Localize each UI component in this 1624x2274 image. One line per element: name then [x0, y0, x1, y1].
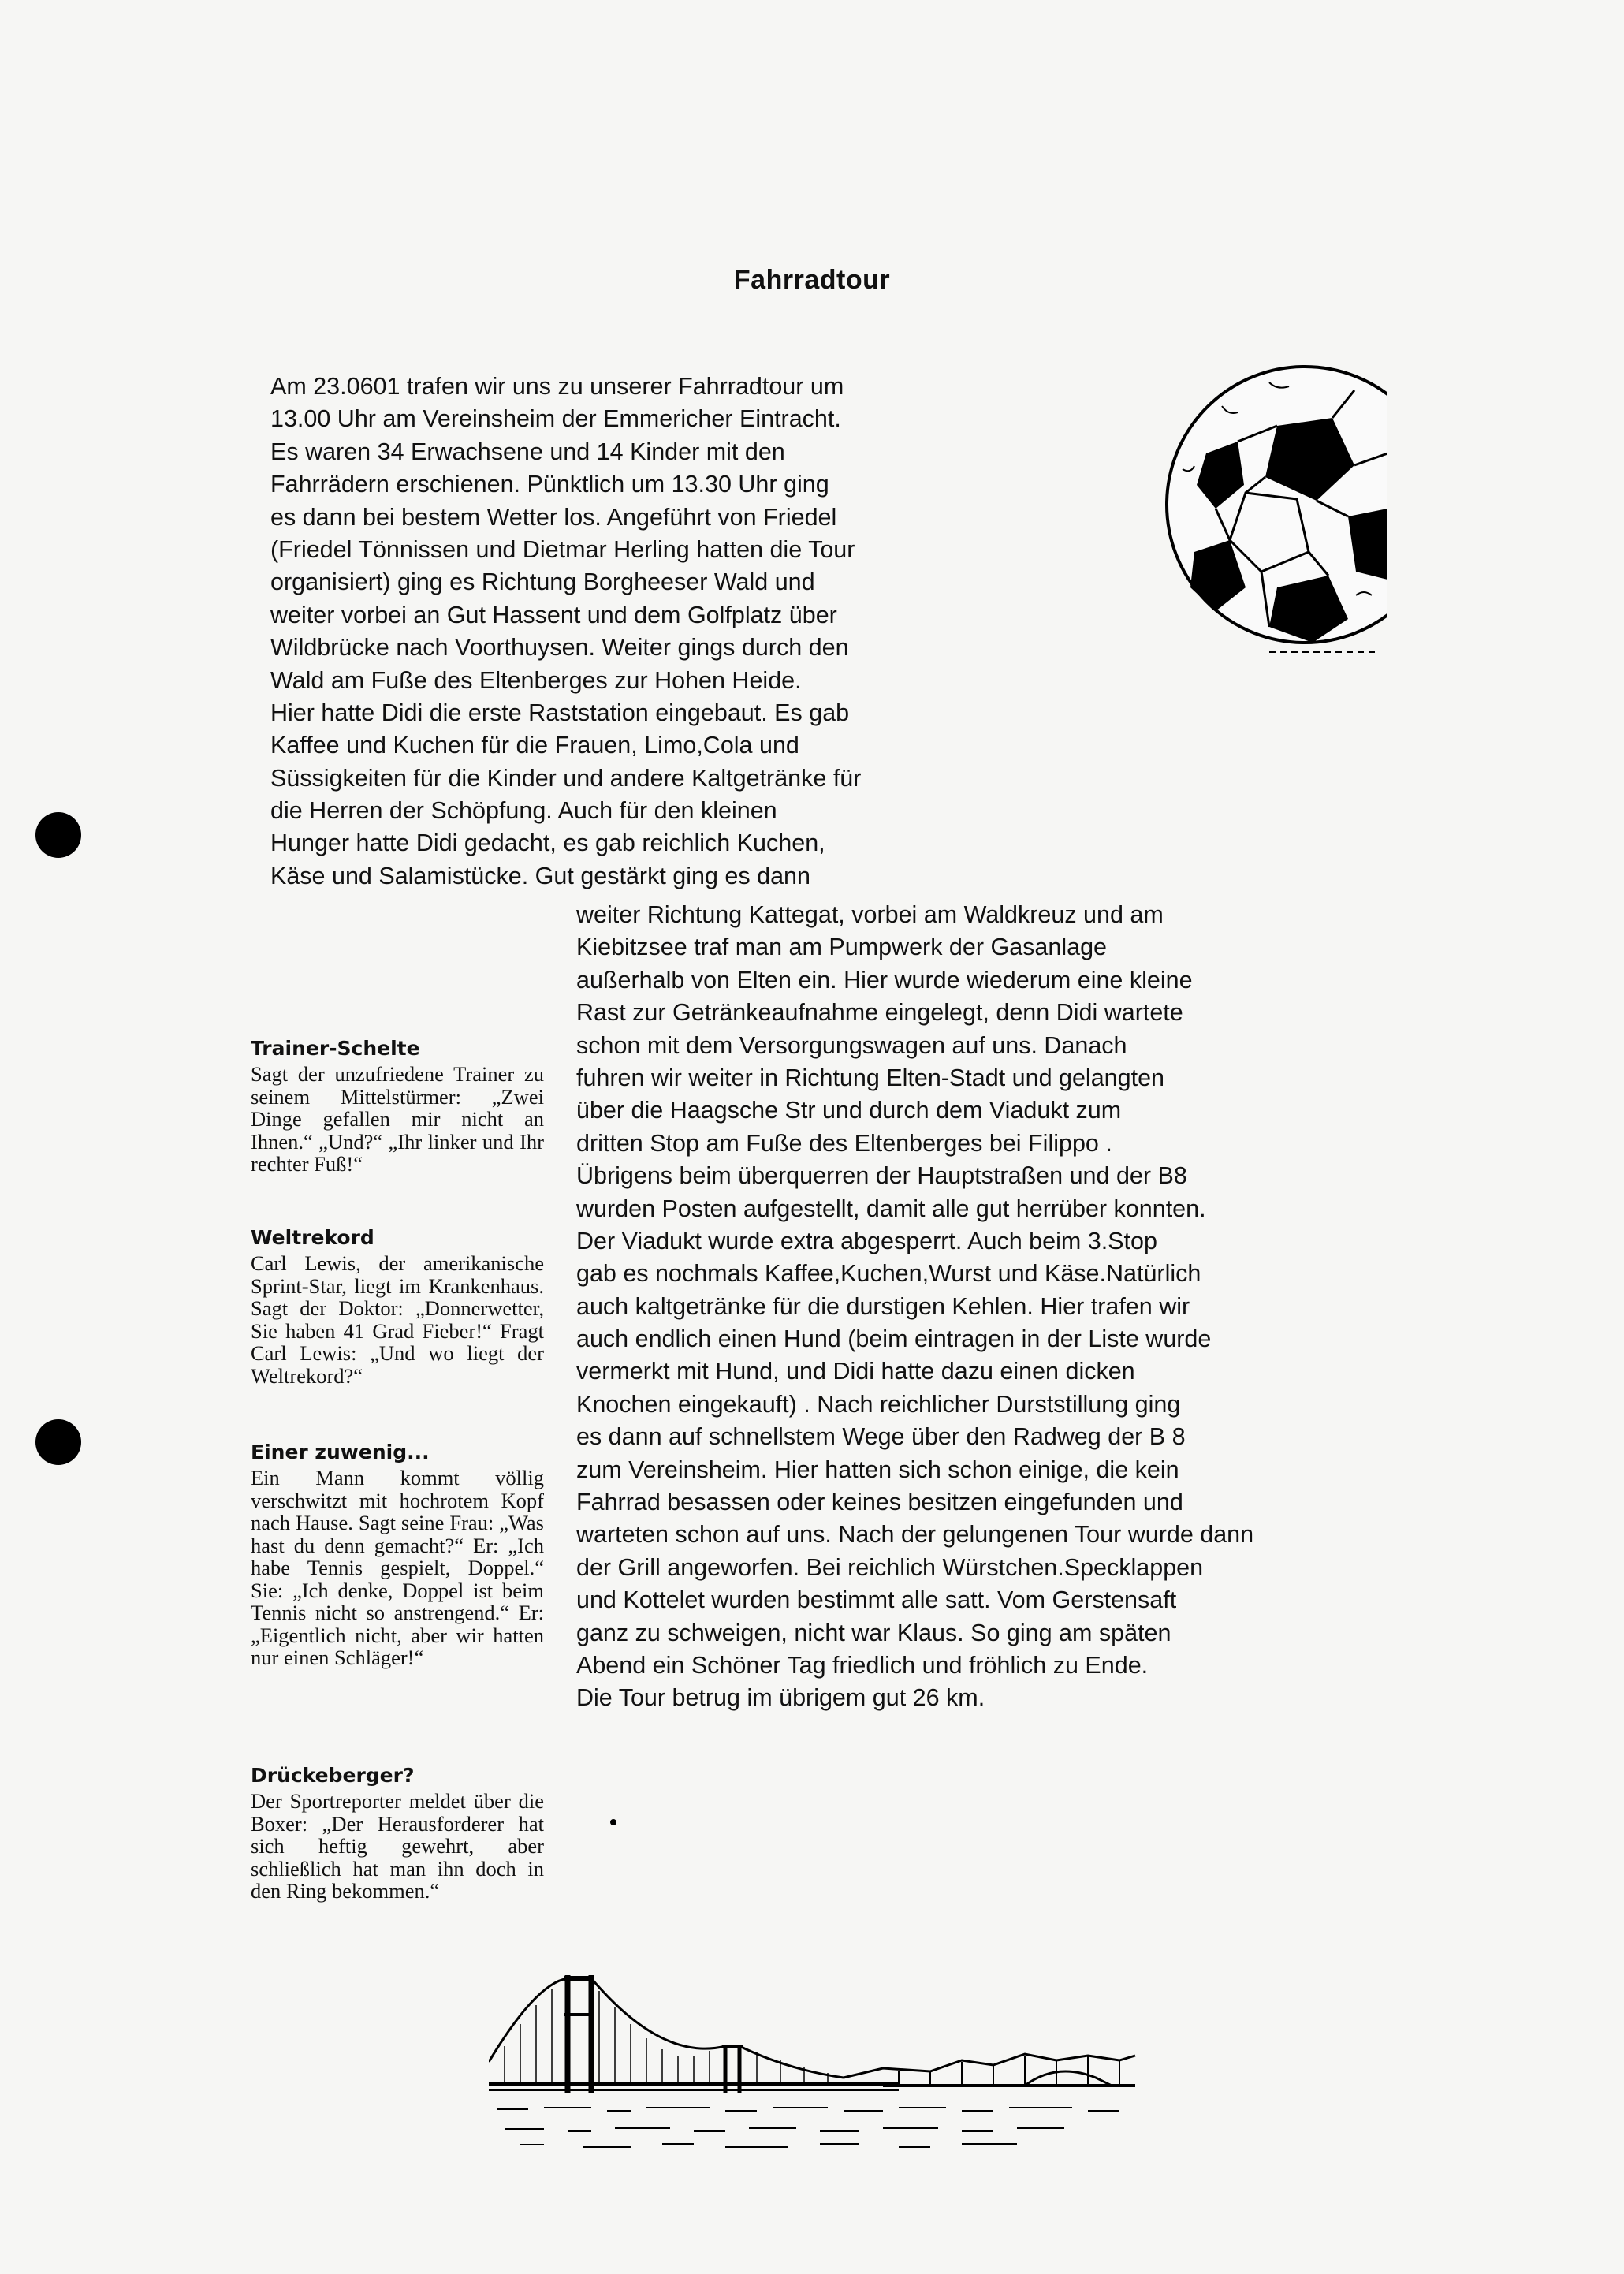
article-line: gab es nochmals Kaffee,Kuchen,Wurst und Käse.Natürlich [576, 1260, 1201, 1288]
joke-weltrekord [251, 1225, 544, 1387]
joke-trainer [251, 1036, 544, 1176]
article-line: fuhren wir weiter in Richtung Elten-Stadt und gelangten [576, 1064, 1164, 1091]
article-line: weiter vorbei an Gut Hassent und dem Golfplatz über [270, 601, 837, 628]
punch-hole-top [35, 812, 81, 858]
article-line: außerhalb von Elten ein. Hier wurde wiederum eine kleine [576, 966, 1193, 993]
article-text-bottom [576, 899, 1253, 1715]
joke-text: Carl Lewis, der amerikanische Sprint-Star, liegt im Krankenhaus. Sagt der Doktor: „Donnerwetter, Sie haben 41 Grad Fieber!“ Fragt Carl Lewis: „Und wo liegt der Weltrekord?“ [251, 1251, 544, 1388]
joke-heading: Weltrekord [251, 1226, 374, 1249]
article-line: (Friedel Tönnissen und Dietmar Herling hatten die Tour [270, 535, 855, 563]
article-line: Übrigens beim überquerren der Hauptstraßen und der B8 [576, 1162, 1187, 1190]
joke-drueckeberger [251, 1763, 544, 1903]
article-line: Rast zur Getränkeaufnahme eingelegt, denn Didi wartete [576, 999, 1183, 1027]
article-line: Fahrrad besassen oder keines besitzen eingefunden und [576, 1489, 1183, 1516]
joke-heading: Trainer-Schelte [251, 1037, 420, 1060]
article-line: und Kottelet wurden bestimmt alle satt. Vom Gerstensaft [576, 1586, 1177, 1614]
article-line: vermerkt mit Hund, und Didi hatte dazu einen dicken [576, 1358, 1135, 1385]
article-line: Käse und Salamistücke. Gut gestärkt ging es dann [270, 862, 810, 889]
article-line: Hunger hatte Didi gedacht, es gab reichlich Kuchen, [270, 829, 825, 857]
article-line: zum Vereinsheim. Hier hatten sich schon einige, die kein [576, 1456, 1179, 1483]
article-line: Kaffee und Kuchen für die Frauen, Limo,Cola und [270, 732, 799, 759]
article-line: Hier hatte Didi die erste Raststation eingebaut. Es gab [270, 699, 850, 726]
article-line: Wildbrücke nach Voorthuysen. Weiter gings durch den [270, 634, 849, 662]
article-line: der Grill angeworfen. Bei reichlich Würstchen.Specklappen [576, 1553, 1204, 1581]
article-line: wurden Posten aufgestellt, damit alle gut herrüber konnten. [576, 1195, 1206, 1222]
article-line: es dann bei bestem Wetter los. Angeführt von Friedel [270, 503, 837, 531]
article-line: Die Tour betrug im übrigem gut 26 km. [576, 1684, 985, 1712]
article-line: Süssigkeiten für die Kinder und andere Kaltgetränke für [270, 764, 862, 792]
soccer-ball-icon [1151, 359, 1387, 658]
bridge-illustration-icon [489, 1967, 1143, 2153]
article-text-top [270, 371, 861, 893]
article-line: Es waren 34 Erwachsene und 14 Kinder mit den [270, 438, 785, 465]
joke-heading: Einer zuwenig... [251, 1441, 430, 1463]
article-line: weiter Richtung Kattegat, vorbei am Waldkreuz und am [576, 901, 1164, 928]
article-line: die Herren der Schöpfung. Auch für den kleinen [270, 797, 777, 825]
article-line: Kiebitzsee traf man am Pumpwerk der Gasanlage [576, 934, 1108, 961]
article-line: dritten Stop am Fuße des Eltenberges bei Filippo . [576, 1129, 1112, 1157]
joke-text: Der Sportreporter meldet über die Boxer: „Der Herausforderer hat sich heftig gewehrt, aber schließlich hat man ihn doch in den Ring bekommen.“ [251, 1789, 544, 1903]
joke-text: Sagt der unzufriedene Trainer zu seinem Mittelstürmer: „Zwei Dinge gefallen mir nicht an Ihnen.“ „Und?“ „Ihr linker und Ihr rechter Fuß!“ [251, 1062, 544, 1176]
article-line: ganz zu schweigen, nicht war Klaus. So ging am späten [576, 1619, 1171, 1646]
joke-text: Ein Mann kommt völlig verschwitzt mit hochrotem Kopf nach Hause. Sagt seine Frau: „Was hast du denn gemacht?“ Er: „Ich habe Tennis gespielt, Doppel.“ Sie: „Ich denke, Doppel ist beim Tennis nicht so anstrengend.“ Er: „Eigentlich nicht, aber wir hatten nur einen Schläger!“ [251, 1466, 544, 1669]
article-line: auch kaltgetränke für die durstigen Kehlen. Hier trafen wir [576, 1292, 1190, 1320]
page-title: Fahrradtour [733, 265, 891, 295]
article-line: Am 23.0601 trafen wir uns zu unserer Fahrradtour um [270, 373, 844, 400]
article-line: schon mit dem Versorgungswagen auf uns. Danach [576, 1031, 1127, 1059]
article-line: auch endlich einen Hund (beim eintragen in der Liste wurde [576, 1325, 1212, 1353]
speck [610, 1819, 616, 1825]
article-line: warteten schon auf uns. Nach der gelungenen Tour wurde dann [576, 1521, 1254, 1549]
article-line: es dann auf schnellstem Wege über den Radweg der B 8 [576, 1423, 1186, 1451]
punch-hole-bottom [35, 1419, 81, 1465]
joke-einer-zuwenig [251, 1440, 544, 1669]
article-line: Der Viadukt wurde extra abgesperrt. Auch beim 3.Stop [576, 1227, 1157, 1254]
joke-heading: Drückeberger? [251, 1764, 415, 1787]
article-line: über die Haagsche Str und durch dem Viadukt zum [576, 1097, 1122, 1124]
article-line: organisiert) ging es Richtung Borgheeser Wald und [270, 568, 815, 596]
article-line: Wald am Fuße des Eltenberges zur Hohen Heide. [270, 666, 802, 694]
article-line: Abend ein Schöner Tag friedlich und fröhlich zu Ende. [576, 1651, 1149, 1679]
article-line: 13.00 Uhr am Vereinsheim der Emmericher Eintracht. [270, 405, 841, 433]
article-line: Fahrrädern erschienen. Pünktlich um 13.30 Uhr ging [270, 471, 829, 498]
article-line: Knochen eingekauft) . Nach reichlicher Durststillung ging [576, 1390, 1181, 1418]
